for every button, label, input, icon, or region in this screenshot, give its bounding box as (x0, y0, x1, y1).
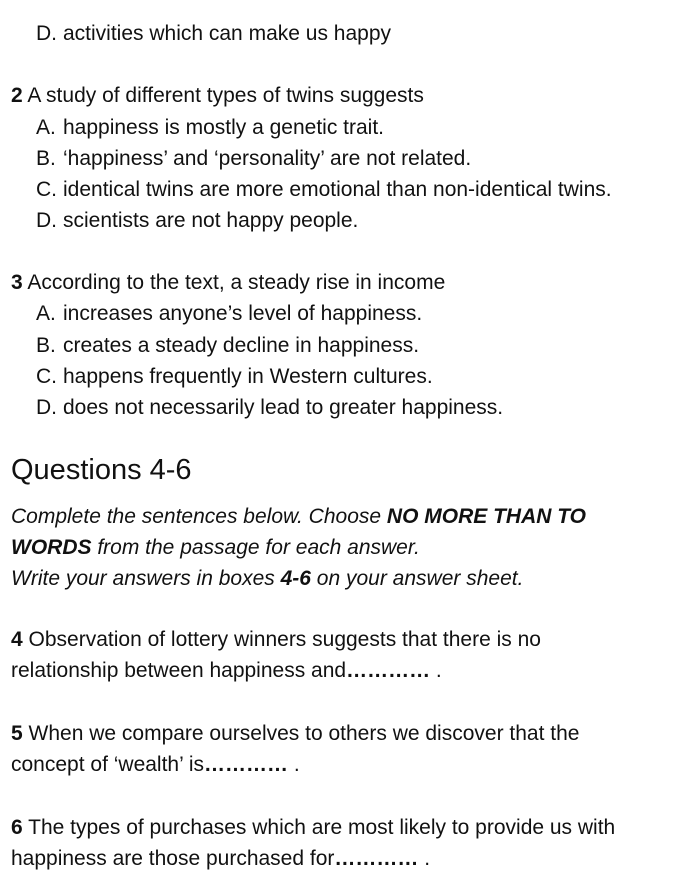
question-5-line-1 (11, 722, 579, 746)
question-2-stem (11, 84, 424, 108)
option-text: ‘happiness’ and ‘personality’ are not related. (63, 147, 472, 170)
question-number: 6 (11, 816, 23, 839)
instructions-line-2 (11, 536, 420, 560)
option-text: happiness is mostly a genetic trait. (63, 116, 384, 139)
q2-option-a (36, 116, 384, 140)
instructions-line-3 (11, 567, 523, 591)
question-text: When we compare ourselves to others we discover that the (22, 722, 580, 745)
q2-option-c (36, 178, 612, 202)
instruction-text: from the passage for each answer. (91, 536, 420, 559)
option-letter: D. (36, 396, 57, 419)
question-text: Observation of lottery winners suggests that there is no (22, 628, 541, 651)
question-6-line-2 (11, 847, 430, 871)
instruction-emphasis: WORDS (11, 536, 92, 559)
question-stem: A study of different types of twins suggests (27, 84, 424, 107)
question-number: 2 (11, 84, 23, 107)
option-text: does not necessarily lead to greater happiness. (63, 396, 504, 419)
option-text: identical twins are more emotional than non-identical twins. (63, 178, 612, 201)
answer-blank: ………… (346, 659, 431, 682)
question-6-line-1 (11, 816, 615, 840)
instruction-text: on your answer sheet. (310, 567, 524, 590)
instruction-text: Write your answers in boxes (11, 567, 281, 590)
question-3-stem (11, 271, 445, 295)
option-letter: A. (36, 302, 56, 325)
question-end: . (430, 659, 442, 682)
question-text: concept of ‘wealth’ is (11, 753, 204, 776)
question-end: . (418, 847, 431, 870)
option-letter: D. (36, 22, 57, 45)
question-text: relationship between happiness and (11, 659, 347, 682)
section-heading: Questions 4-6 (11, 454, 192, 486)
option-letter: B. (36, 147, 56, 170)
q3-option-b (36, 334, 419, 358)
option-letter: C. (36, 178, 57, 201)
question-text: The types of purchases which are most likely to provide us with (22, 816, 616, 839)
option-text: increases anyone’s level of happiness. (63, 302, 423, 325)
q3-option-c (36, 365, 433, 389)
question-stem: According to the text, a steady rise in income (27, 271, 446, 294)
q1-option-d (36, 22, 391, 46)
q3-option-a (36, 302, 422, 326)
q3-option-d (36, 396, 503, 420)
question-text: happiness are those purchased for (11, 847, 335, 870)
option-letter: D. (36, 209, 57, 232)
option-text: happens frequently in Western cultures. (63, 365, 433, 388)
instruction-emphasis: NO MORE THAN TO (386, 505, 587, 528)
question-5-line-2 (11, 753, 300, 777)
option-letter: C. (36, 365, 57, 388)
question-number: 4 (11, 628, 23, 651)
instruction-emphasis: 4-6 (280, 567, 311, 590)
option-text: activities which can make us happy (63, 22, 391, 45)
question-end: . (288, 753, 300, 776)
question-4-line-2 (11, 659, 442, 683)
option-letter: A. (36, 116, 56, 139)
option-letter: B. (36, 334, 56, 357)
option-text: creates a steady decline in happiness. (63, 334, 420, 357)
question-number: 5 (11, 722, 23, 745)
instructions-line-1 (11, 505, 586, 529)
q2-option-d (36, 209, 358, 233)
question-4-line-1 (11, 628, 541, 652)
answer-blank: ………… (334, 847, 419, 870)
q2-option-b (36, 147, 471, 171)
answer-blank: ………… (204, 753, 288, 776)
option-text: scientists are not happy people. (63, 209, 359, 232)
instruction-text: Complete the sentences below. Choose (11, 505, 387, 528)
question-number: 3 (11, 271, 23, 294)
